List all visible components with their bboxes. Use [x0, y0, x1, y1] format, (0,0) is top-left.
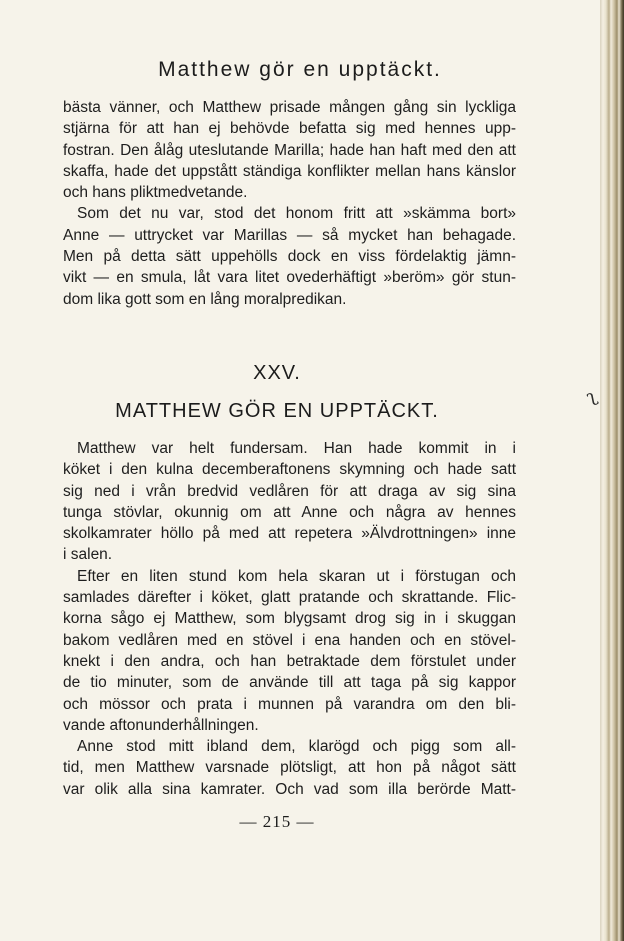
text-line: dom lika gott som en lång moralpredikan. — [63, 290, 347, 308]
chapter-title: MATTHEW GÖR EN UPPTÄCKT. — [115, 400, 439, 422]
text-line: sig ned i vrån bredvid vedlåren för att draga av sig sina — [63, 482, 516, 500]
text-line: tid, men Matthew varsnade plötsligt, att hon på något sätt — [63, 759, 516, 777]
text-line: fostran. Den ålåg uteslutande Marilla; hade han haft med den att — [63, 141, 516, 159]
text-line: tunga stövlar, okunnig om att Anne och några av hennes — [63, 503, 516, 521]
page-number: — 215 — — [239, 812, 315, 831]
text-line: samlades därefter i köket, glatt pratande och skrattande. Flic- — [63, 589, 516, 607]
text-line: bästa vänner, och Matthew prisade mången gång sin lyckliga — [63, 99, 516, 116]
text-line: Anne stod mitt ibland dem, klarögd och pigg som all- — [77, 738, 516, 756]
text-line: de tio minuter, som de använde till att taga på sig kappor — [63, 674, 516, 692]
text-line: i salen. — [63, 546, 113, 564]
chapter-number: XXV. — [253, 362, 301, 384]
text-line: skaffa, hade det uppstått ständiga konflikter mellan hans känslor — [63, 162, 516, 180]
margin-mark-icon: ʅ — [582, 385, 600, 408]
text-line: knekt i den andra, och han betraktade dem förstulet under — [63, 652, 516, 670]
text-line: vikt — en smula, låt vara litet ovederhäftigt »beröm» gör stun- — [63, 269, 516, 287]
text-line: Matthew var helt fundersam. Han hade kommit in i — [77, 440, 516, 457]
top-text-block — [63, 97, 516, 310]
text-line: var olik alla sina kamrater. Och vad som illa berörde Matt- — [63, 780, 516, 798]
text-line: Som det nu var, stod det honom fritt att »skämma bort» — [77, 205, 516, 223]
text-line: bakom vedlåren med en stövel i ena handen och en stövel- — [63, 631, 516, 649]
text-line: vande aftonunderhållningen. — [63, 716, 259, 734]
running-head: Matthew gör en upptäckt. — [158, 58, 442, 81]
text-line: korna sågo ej Matthew, som blygsamt drog sig in i skuggan — [63, 610, 516, 628]
text-line: Men på detta sätt uppehölls dock en viss fördelaktig jämn- — [63, 248, 516, 266]
text-line: skolkamrater höllo på med att repetera »Älvdrottningen» inne — [63, 525, 516, 543]
book-spine-edge — [600, 0, 624, 941]
text-line: Anne — uttrycket var Marillas — så mycket han behagade. — [63, 226, 516, 244]
text-line: köket i den kulna decemberaftonens skymning och hade satt — [63, 461, 516, 479]
text-line: och mössor och prata i munnen på varandra om den bli- — [63, 695, 516, 713]
text-line: stjärna för att han ej behövde befatta sig med hennes upp- — [63, 120, 516, 138]
chapter-text-block — [63, 438, 516, 800]
text-line: Efter en liten stund kom hela skaran ut i förstugan och — [77, 567, 516, 585]
text-line: och hans pliktmedvetande. — [63, 184, 248, 202]
